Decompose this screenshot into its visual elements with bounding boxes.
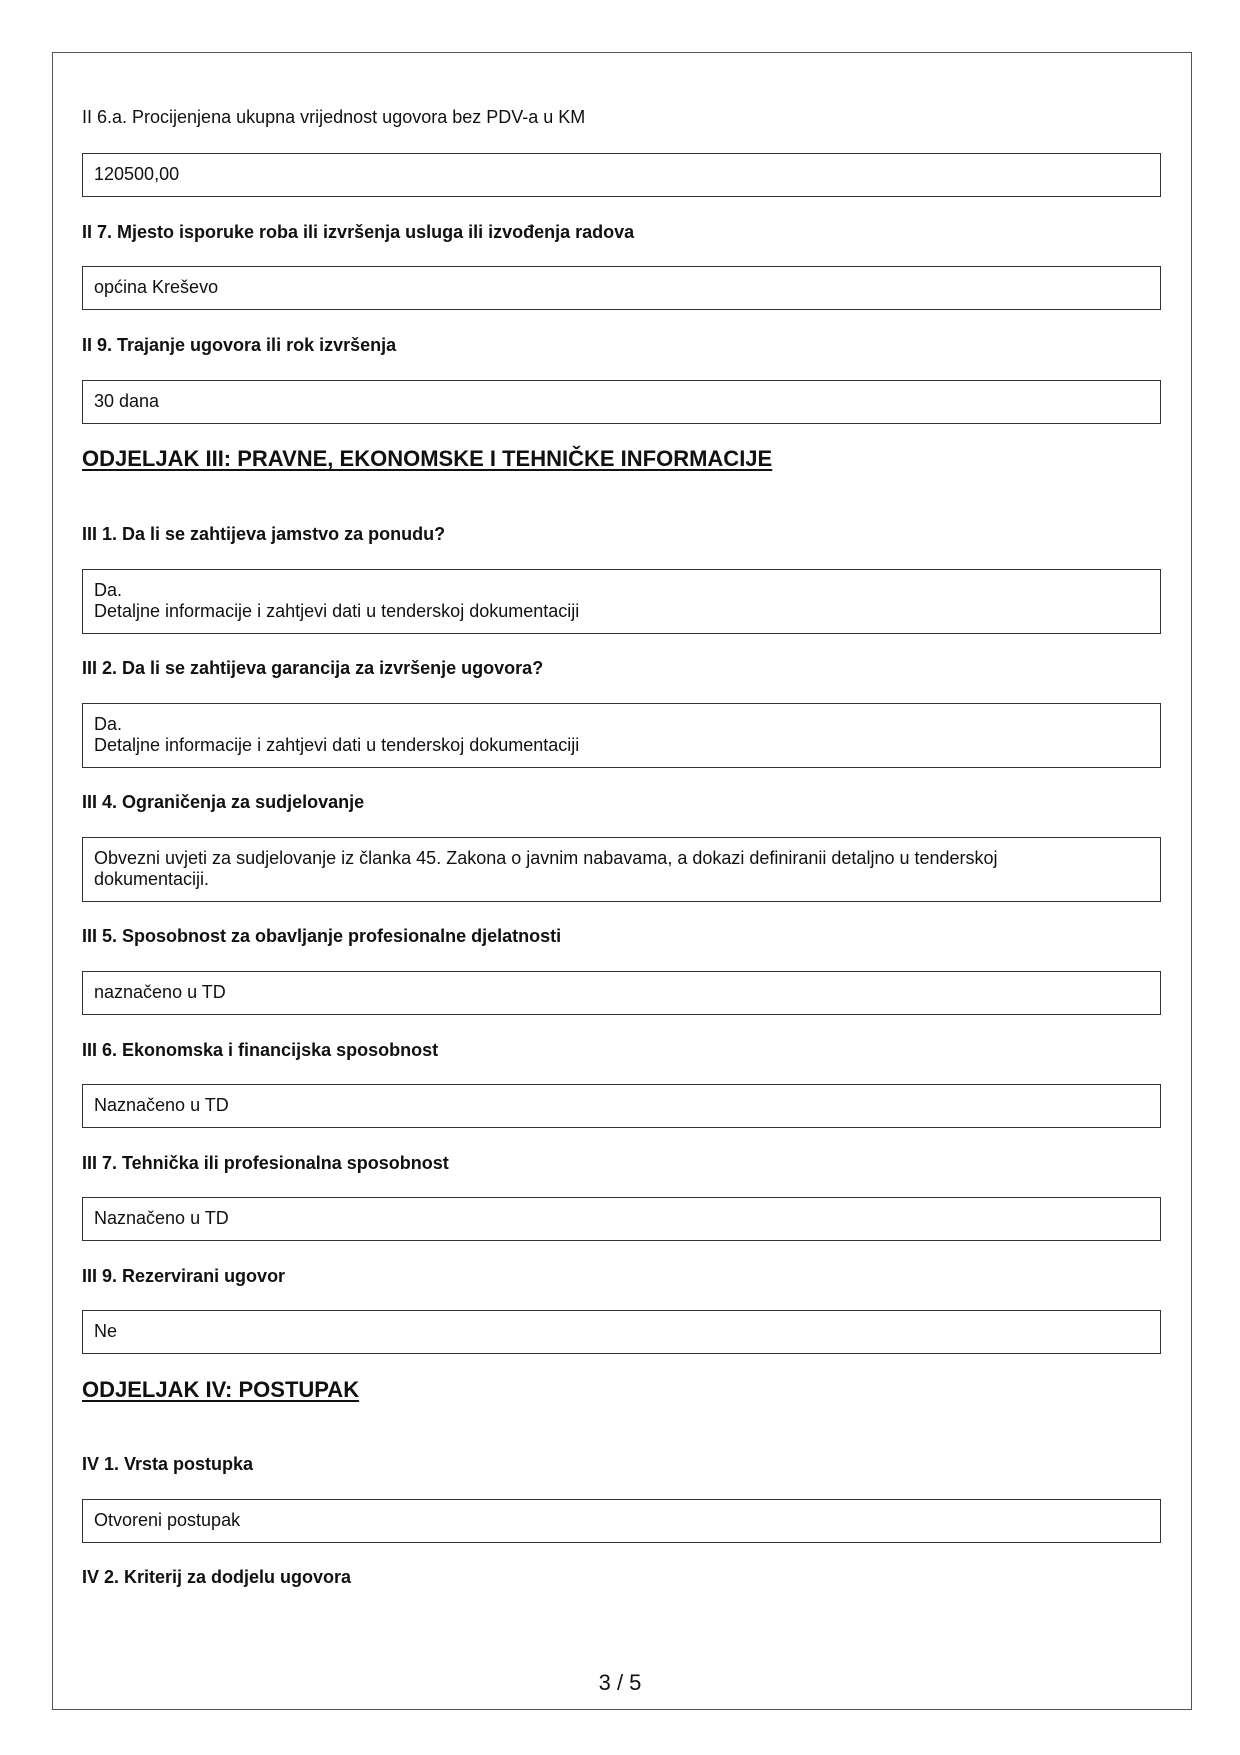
field-label-bid-guarantee: III 1. Da li se zahtijeva jamstvo za ponudu? — [82, 524, 446, 544]
value-line: 120500,00 — [94, 164, 180, 184]
field-label-participation-restrictions: III 4. Ograničenja za sudjelovanje — [82, 792, 365, 812]
value-line: 30 dana — [94, 391, 160, 411]
value-line: Naznačeno u TD — [94, 1208, 229, 1228]
field-label-estimated-value: II 6.a. Procijenjena ukupna vrijednost ugovora bez PDV-a u KM — [82, 107, 586, 127]
field-label-reserved-contract: III 9. Rezervirani ugovor — [82, 1266, 286, 1286]
section-heading-iv: ODJELJAK IV: POSTUPAK — [82, 1377, 360, 1402]
value-line: Otvoreni postupak — [94, 1510, 241, 1530]
field-label-delivery-location: II 7. Mjesto isporuke roba ili izvršenja usluga ili izvođenja radova — [82, 222, 635, 242]
field-value-participation-restrictions — [82, 837, 1161, 902]
value-line: Naznačeno u TD — [94, 1095, 229, 1115]
field-label-professional-ability: III 5. Sposobnost za obavljanje profesionalne djelatnosti — [82, 926, 562, 946]
value-line: općina Kreševo — [94, 277, 219, 297]
field-value-estimated-value — [82, 153, 1161, 197]
field-value-economic-ability — [82, 1084, 1161, 1128]
field-value-procedure-type — [82, 1499, 1161, 1543]
section-heading-iii: ODJELJAK III: PRAVNE, EKONOMSKE I TEHNIČKE INFORMACIJE — [82, 446, 773, 471]
field-value-performance-guarantee — [82, 703, 1161, 768]
field-value-bid-guarantee — [82, 569, 1161, 634]
field-value-technical-ability — [82, 1197, 1161, 1241]
value-line: Obvezni uvjeti za sudjelovanje iz članka 45. Zakona o javnim nabavama, a dokazi definiranii detaljno u tenderskoj — [94, 848, 998, 868]
field-value-delivery-location — [82, 266, 1161, 310]
field-label-technical-ability: III 7. Tehnička ili profesionalna sposobnost — [82, 1153, 449, 1173]
field-label-award-criterion: IV 2. Kriterij za dodjelu ugovora — [82, 1567, 352, 1587]
field-label-procedure-type: IV 1. Vrsta postupka — [82, 1454, 254, 1474]
field-label-economic-ability: III 6. Ekonomska i financijska sposobnost — [82, 1040, 439, 1060]
value-line: Ne — [94, 1321, 118, 1341]
field-value-reserved-contract — [82, 1310, 1161, 1354]
value-line: Da. — [94, 714, 123, 734]
field-value-professional-ability — [82, 971, 1161, 1015]
field-label-contract-duration: II 9. Trajanje ugovora ili rok izvršenja — [82, 335, 397, 355]
field-label-performance-guarantee: III 2. Da li se zahtijeva garancija za izvršenje ugovora? — [82, 658, 544, 678]
value-line: Detaljne informacije i zahtjevi dati u tenderskoj dokumentaciji — [94, 735, 580, 755]
value-line: naznačeno u TD — [94, 982, 226, 1002]
page-number: 3 / 5 — [598, 1670, 642, 1695]
value-line: Da. — [94, 580, 123, 600]
value-line: Detaljne informacije i zahtjevi dati u tenderskoj dokumentaciji — [94, 601, 580, 621]
field-value-contract-duration — [82, 380, 1161, 424]
value-line: dokumentaciji. — [94, 869, 210, 889]
